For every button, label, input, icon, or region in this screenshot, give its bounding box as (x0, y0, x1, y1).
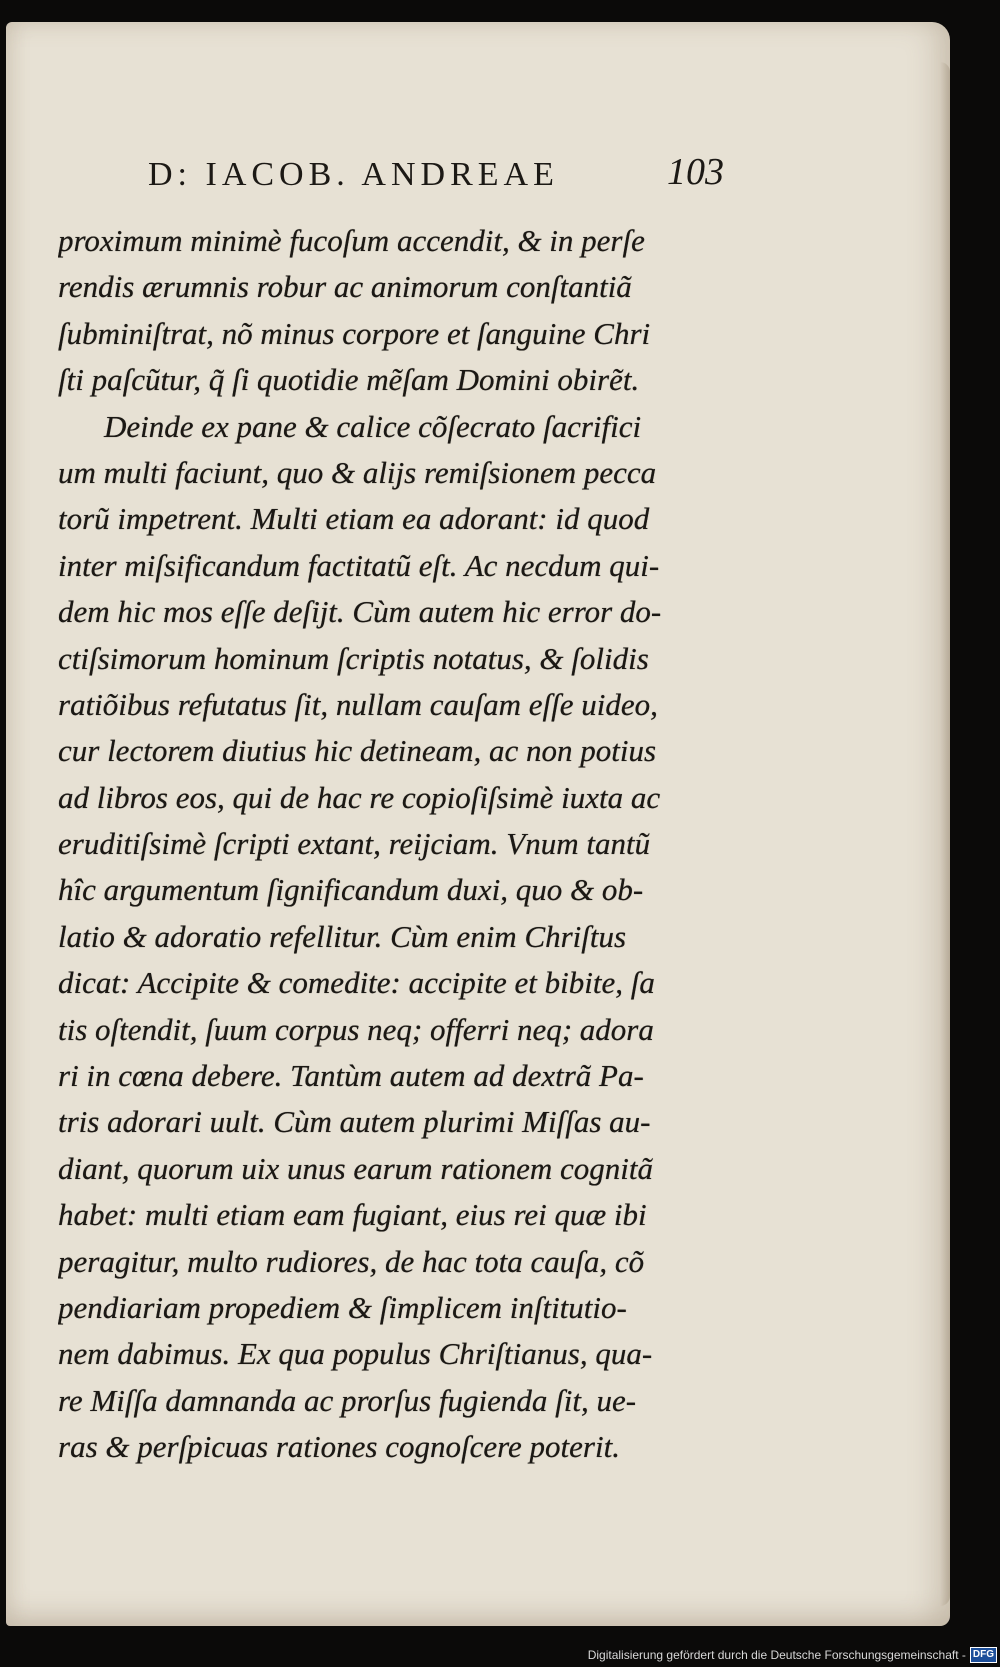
digitization-footer (588, 1644, 997, 1666)
text-line: nem dabimus. Ex qua populus Chriſtianus, qua- (58, 1336, 653, 1372)
text-line: eruditiſsimè ſcripti extant, reijciam. Vnum tantũ (58, 826, 651, 862)
text-line: proximum minimè fucoſum accendit, & in perſe (58, 223, 645, 258)
text-line: tis oſtendit, ſuum corpus neq; offerri neq; adora (58, 1011, 654, 1047)
text-line-paragraph-start: Deinde ex pane & calice cõſecrato ſacrifici (104, 408, 642, 444)
text-line: habet: multi etiam eam fugiant, eius rei quæ ibi (58, 1197, 647, 1233)
text-line: ſti paſcũtur, q̃ ſi quotidie mẽſam Domini obirẽt. (58, 362, 640, 398)
text-line: ſubminiſtrat, nõ minus corpore et ſanguine Chri (58, 315, 651, 351)
body-text (58, 218, 708, 1471)
text-line: ras & perſpicuas rationes cognoſcere poterit. (58, 1429, 620, 1465)
book-page (6, 22, 950, 1626)
page-number: 103 (667, 151, 724, 193)
text-line: ratiõibus refutatus ſit, nullam cauſam eſſe uideo, (58, 686, 658, 722)
text-line: peragitur, multo rudiores, de hac tota cauſa, cõ (58, 1243, 645, 1279)
text-line: ad libros eos, qui de hac re copioſiſsimè iuxta ac (58, 779, 661, 815)
text-line: torũ impetrent. Multi etiam ea adorant: id quod (58, 501, 650, 537)
digitization-credit: Digitalisierung gefördert durch die Deutsche Forschungsgemeinschaft - (587, 1648, 966, 1662)
text-line: latio & adoratio refellitur. Cùm enim Chriſtus (58, 918, 627, 954)
text-line: re Miſſa damnanda ac prorſus fugienda ſit, ue- (58, 1382, 637, 1418)
text-line: tris adorari uult. Cùm autem plurimi Miſſas au- (58, 1104, 651, 1140)
text-line: dem hic mos eſſe deſijt. Cùm autem hic error do- (58, 594, 662, 630)
text-line: ri in cœna debere. Tantùm autem ad dextrã Pa- (58, 1058, 644, 1094)
page-edge-shadow (940, 62, 950, 1606)
text-line: um multi faciunt, quo & alijs remiſsionem pecca (58, 454, 657, 490)
text-line: diant, quorum uix unus earum rationem cognitã (58, 1150, 653, 1186)
dfg-logo: DFG (970, 1647, 997, 1663)
text-line: cur lectorem diutius hic detineam, ac non potius (58, 733, 657, 769)
text-line: pendiariam propediem & ſimplicem inſtitutio- (58, 1289, 627, 1325)
text-line: ctiſsimorum hominum ſcriptis notatus, & ſolidis (58, 640, 649, 676)
text-line: rendis ærumnis robur ac animorum conſtantiã (58, 269, 632, 305)
page-header (148, 150, 724, 202)
running-head: D: IACOB. ANDREAE (148, 156, 559, 193)
text-line: dicat: Accipite & comedite: accipite et bibite, ſa (58, 965, 655, 1001)
text-line: hîc argumentum ſignificandum duxi, quo & ob- (58, 872, 644, 908)
text-line: inter miſsificandum factitatũ eſt. Ac necdum qui- (58, 547, 660, 583)
